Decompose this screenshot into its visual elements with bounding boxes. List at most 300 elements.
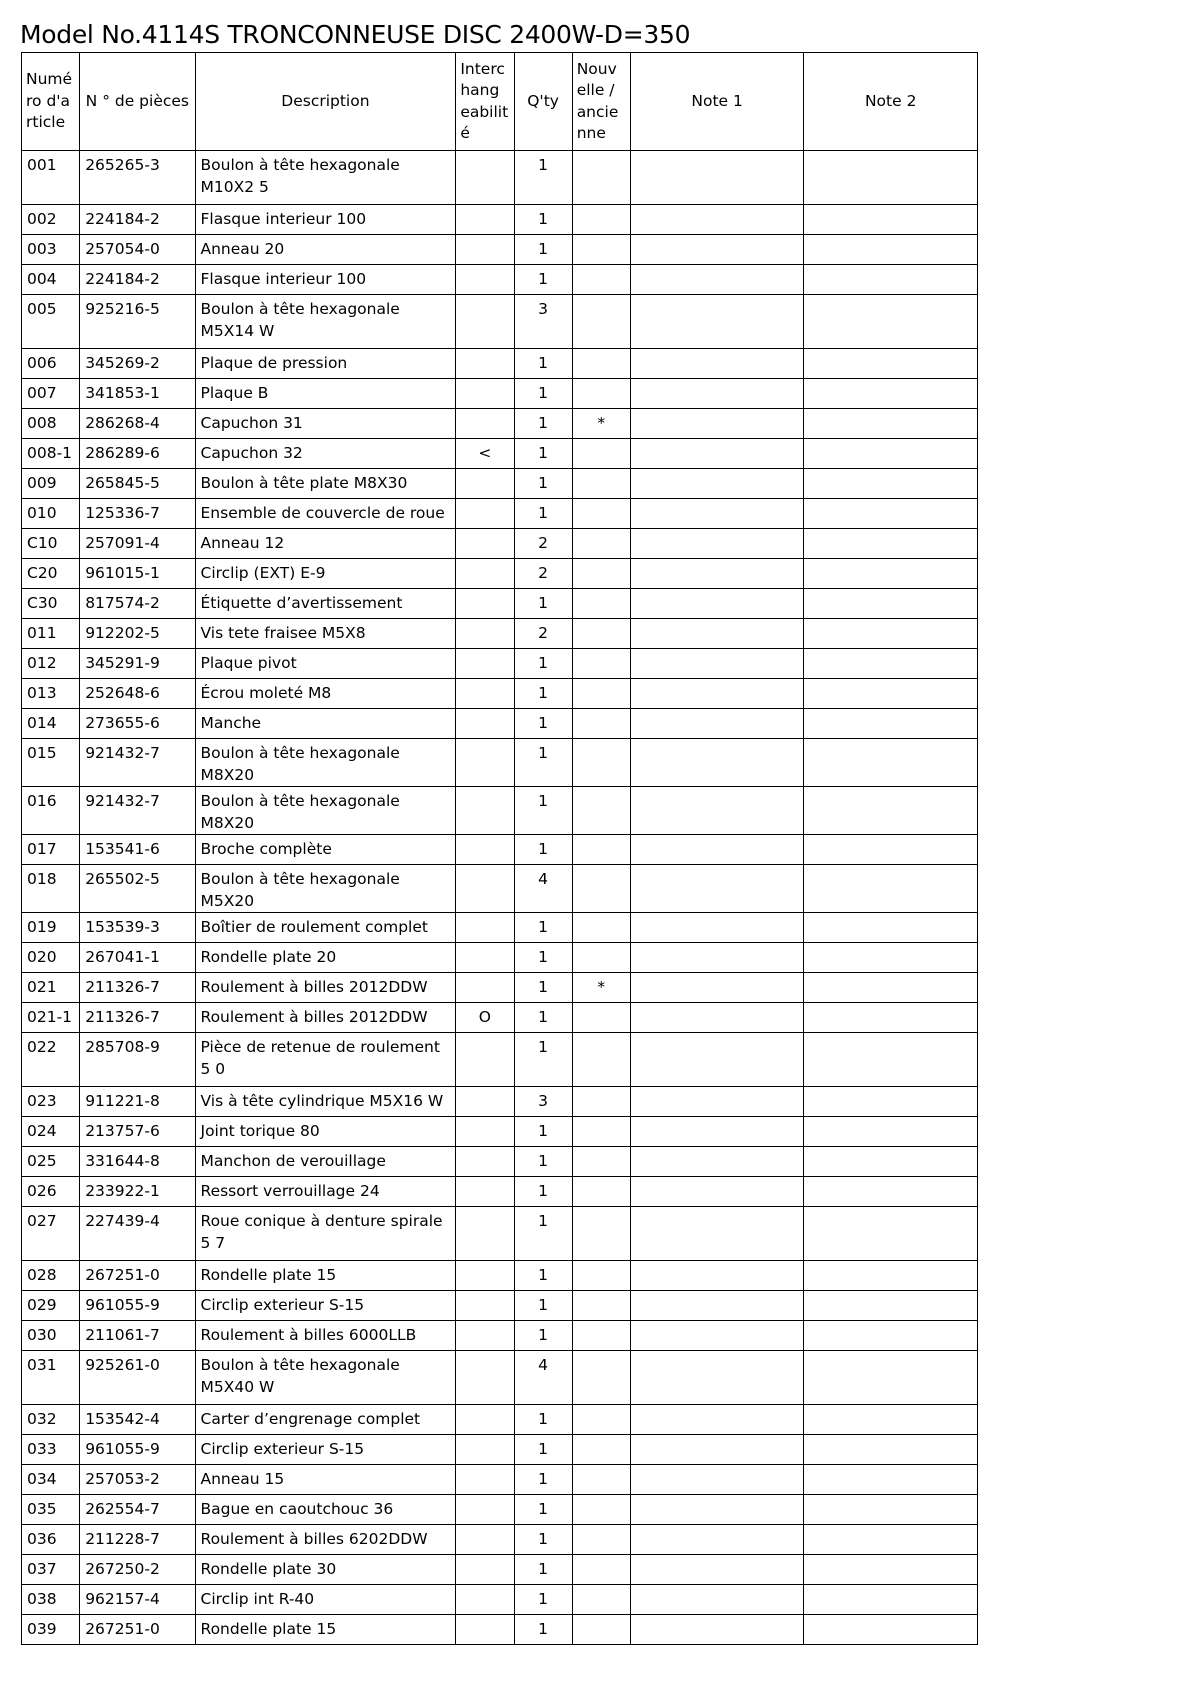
table-row (22, 1147, 978, 1177)
cell-note2 (804, 679, 978, 709)
cell-description: Roulement à billes 2012DDW (195, 973, 456, 1003)
table-row (22, 1555, 978, 1585)
cell-item-no: C20 (22, 559, 80, 589)
cell-qty: 2 (514, 559, 572, 589)
cell-interchangeability (456, 865, 514, 913)
cell-note2 (804, 205, 978, 235)
cell-description: Ensemble de couvercle de roue (195, 499, 456, 529)
cell-description: Manchon de verouillage (195, 1147, 456, 1177)
cell-item-no: 022 (22, 1033, 80, 1087)
cell-item-no: 003 (22, 235, 80, 265)
cell-new-old (572, 469, 630, 499)
cell-part-no: 227439-4 (80, 1207, 195, 1261)
table-row (22, 619, 978, 649)
cell-description: Étiquette d’avertissement (195, 589, 456, 619)
table-row (22, 589, 978, 619)
cell-interchangeability: < (456, 439, 514, 469)
cell-part-no: 211326-7 (80, 973, 195, 1003)
cell-description: Plaque de pression (195, 349, 456, 379)
cell-interchangeability (456, 943, 514, 973)
cell-new-old: * (572, 973, 630, 1003)
cell-qty: 1 (514, 973, 572, 1003)
cell-note1 (630, 265, 804, 295)
cell-qty: 1 (514, 349, 572, 379)
cell-new-old (572, 235, 630, 265)
cell-item-no: 027 (22, 1207, 80, 1261)
cell-note2 (804, 1525, 978, 1555)
cell-description: Boulon à tête hexagonale M8X20 (195, 739, 456, 787)
cell-new-old (572, 1147, 630, 1177)
cell-interchangeability (456, 151, 514, 205)
cell-note2 (804, 1351, 978, 1405)
table-row (22, 1261, 978, 1291)
cell-note1 (630, 559, 804, 589)
cell-part-no: 331644-8 (80, 1147, 195, 1177)
cell-note1 (630, 349, 804, 379)
cell-interchangeability: O (456, 1003, 514, 1033)
cell-new-old (572, 1087, 630, 1117)
cell-note1 (630, 709, 804, 739)
cell-qty: 3 (514, 295, 572, 349)
cell-note1 (630, 649, 804, 679)
cell-item-no: 033 (22, 1435, 80, 1465)
cell-description: Joint torique 80 (195, 1117, 456, 1147)
cell-interchangeability (456, 1525, 514, 1555)
cell-note1 (630, 739, 804, 787)
cell-interchangeability (456, 619, 514, 649)
cell-new-old (572, 787, 630, 835)
cell-description: Broche complète (195, 835, 456, 865)
table-row (22, 469, 978, 499)
cell-item-no: 034 (22, 1465, 80, 1495)
header-part-no: N ° de pièces (80, 53, 195, 151)
cell-note1 (630, 1207, 804, 1261)
cell-description: Roulement à billes 6202DDW (195, 1525, 456, 1555)
cell-note2 (804, 1087, 978, 1117)
cell-item-no: 020 (22, 943, 80, 973)
cell-qty: 1 (514, 679, 572, 709)
table-row (22, 1585, 978, 1615)
cell-item-no: 021 (22, 973, 80, 1003)
cell-new-old (572, 943, 630, 973)
table-row (22, 649, 978, 679)
cell-qty: 3 (514, 1087, 572, 1117)
cell-item-no: 005 (22, 295, 80, 349)
cell-part-no: 153542-4 (80, 1405, 195, 1435)
cell-item-no: 014 (22, 709, 80, 739)
cell-note1 (630, 529, 804, 559)
cell-description: Capuchon 31 (195, 409, 456, 439)
cell-note2 (804, 1147, 978, 1177)
cell-interchangeability (456, 235, 514, 265)
cell-item-no: 004 (22, 265, 80, 295)
cell-part-no: 224184-2 (80, 205, 195, 235)
cell-note2 (804, 1261, 978, 1291)
cell-description: Circlip int R-40 (195, 1585, 456, 1615)
cell-part-no: 252648-6 (80, 679, 195, 709)
table-row (22, 709, 978, 739)
cell-note1 (630, 1495, 804, 1525)
cell-new-old (572, 151, 630, 205)
cell-note2 (804, 1003, 978, 1033)
cell-part-no: 267250-2 (80, 1555, 195, 1585)
cell-note2 (804, 1465, 978, 1495)
cell-description: Flasque interieur 100 (195, 205, 456, 235)
cell-item-no: 011 (22, 619, 80, 649)
cell-qty: 1 (514, 1555, 572, 1585)
cell-note1 (630, 1087, 804, 1117)
cell-new-old (572, 1321, 630, 1351)
cell-part-no: 345269-2 (80, 349, 195, 379)
cell-part-no: 961015-1 (80, 559, 195, 589)
header-item-no: Numé ro d'a rticle (22, 53, 80, 151)
cell-note1 (630, 589, 804, 619)
cell-new-old (572, 559, 630, 589)
cell-note1 (630, 1555, 804, 1585)
cell-new-old (572, 439, 630, 469)
table-row (22, 973, 978, 1003)
cell-qty: 1 (514, 235, 572, 265)
cell-new-old (572, 1615, 630, 1645)
cell-description: Anneau 20 (195, 235, 456, 265)
cell-part-no: 267251-0 (80, 1615, 195, 1645)
table-row (22, 835, 978, 865)
header-new-old: Nouv elle / ancie nne (572, 53, 630, 151)
cell-interchangeability (456, 559, 514, 589)
cell-part-no: 224184-2 (80, 265, 195, 295)
cell-interchangeability (456, 1495, 514, 1525)
cell-note1 (630, 865, 804, 913)
cell-item-no: 030 (22, 1321, 80, 1351)
cell-part-no: 265502-5 (80, 865, 195, 913)
table-row (22, 913, 978, 943)
cell-item-no: 016 (22, 787, 80, 835)
table-row (22, 1351, 978, 1405)
cell-description: Vis tete fraisee M5X8 (195, 619, 456, 649)
cell-qty: 1 (514, 1291, 572, 1321)
cell-part-no: 925261-0 (80, 1351, 195, 1405)
cell-interchangeability (456, 1555, 514, 1585)
cell-new-old (572, 913, 630, 943)
cell-note2 (804, 1585, 978, 1615)
cell-qty: 2 (514, 619, 572, 649)
table-row (22, 679, 978, 709)
cell-interchangeability (456, 835, 514, 865)
cell-part-no: 213757-6 (80, 1117, 195, 1147)
cell-qty: 1 (514, 379, 572, 409)
cell-new-old (572, 709, 630, 739)
cell-part-no: 286268-4 (80, 409, 195, 439)
cell-item-no: 008-1 (22, 439, 80, 469)
cell-qty: 1 (514, 1495, 572, 1525)
cell-new-old (572, 1261, 630, 1291)
cell-note1 (630, 1177, 804, 1207)
cell-description: Boîtier de roulement complet (195, 913, 456, 943)
cell-item-no: 010 (22, 499, 80, 529)
table-row (22, 943, 978, 973)
cell-new-old (572, 1525, 630, 1555)
cell-qty: 1 (514, 835, 572, 865)
cell-part-no: 233922-1 (80, 1177, 195, 1207)
cell-interchangeability (456, 1291, 514, 1321)
cell-part-no: 286289-6 (80, 439, 195, 469)
cell-description: Vis à tête cylindrique M5X16 W (195, 1087, 456, 1117)
table-row (22, 1117, 978, 1147)
cell-qty: 1 (514, 739, 572, 787)
cell-item-no: 021-1 (22, 1003, 80, 1033)
table-header-row (22, 53, 978, 151)
cell-interchangeability (456, 1585, 514, 1615)
cell-item-no: 006 (22, 349, 80, 379)
cell-qty: 1 (514, 1033, 572, 1087)
cell-new-old (572, 1003, 630, 1033)
cell-interchangeability (456, 265, 514, 295)
cell-new-old (572, 1117, 630, 1147)
cell-qty: 1 (514, 1117, 572, 1147)
cell-note1 (630, 835, 804, 865)
cell-note2 (804, 151, 978, 205)
cell-qty: 1 (514, 589, 572, 619)
cell-note2 (804, 589, 978, 619)
cell-part-no: 341853-1 (80, 379, 195, 409)
cell-description: Roue conique à denture spirale 5 7 (195, 1207, 456, 1261)
cell-note2 (804, 409, 978, 439)
table-row (22, 151, 978, 205)
cell-item-no: 002 (22, 205, 80, 235)
cell-interchangeability (456, 913, 514, 943)
cell-note1 (630, 1525, 804, 1555)
cell-note2 (804, 439, 978, 469)
cell-note1 (630, 787, 804, 835)
cell-new-old (572, 499, 630, 529)
cell-note2 (804, 1291, 978, 1321)
cell-note2 (804, 1207, 978, 1261)
cell-note1 (630, 1147, 804, 1177)
cell-interchangeability (456, 1321, 514, 1351)
cell-interchangeability (456, 379, 514, 409)
cell-item-no: 026 (22, 1177, 80, 1207)
cell-description: Circlip exterieur S-15 (195, 1435, 456, 1465)
cell-part-no: 267041-1 (80, 943, 195, 973)
cell-item-no: 008 (22, 409, 80, 439)
cell-note2 (804, 943, 978, 973)
cell-interchangeability (456, 649, 514, 679)
cell-item-no: 019 (22, 913, 80, 943)
table-row (22, 1525, 978, 1555)
cell-note1 (630, 943, 804, 973)
cell-note2 (804, 649, 978, 679)
cell-description: Rondelle plate 30 (195, 1555, 456, 1585)
cell-interchangeability (456, 1033, 514, 1087)
table-row (22, 499, 978, 529)
cell-interchangeability (456, 349, 514, 379)
cell-interchangeability (456, 589, 514, 619)
cell-new-old (572, 1465, 630, 1495)
cell-note1 (630, 151, 804, 205)
table-row (22, 349, 978, 379)
cell-interchangeability (456, 1177, 514, 1207)
cell-item-no: 023 (22, 1087, 80, 1117)
cell-note2 (804, 1117, 978, 1147)
table-row (22, 235, 978, 265)
cell-qty: 1 (514, 151, 572, 205)
cell-item-no: 025 (22, 1147, 80, 1177)
cell-note2 (804, 1321, 978, 1351)
cell-item-no: 036 (22, 1525, 80, 1555)
cell-note1 (630, 1321, 804, 1351)
cell-part-no: 262554-7 (80, 1495, 195, 1525)
cell-part-no: 273655-6 (80, 709, 195, 739)
cell-qty: 1 (514, 499, 572, 529)
header-note1: Note 1 (630, 53, 804, 151)
cell-interchangeability (456, 739, 514, 787)
cell-interchangeability (456, 1405, 514, 1435)
document-title: Model No.4114S TRONCONNEUSE DISC 2400W-D=350 (20, 20, 691, 49)
cell-item-no: 039 (22, 1615, 80, 1645)
cell-note2 (804, 787, 978, 835)
cell-part-no: 153541-6 (80, 835, 195, 865)
cell-item-no: 015 (22, 739, 80, 787)
header-note2: Note 2 (804, 53, 978, 151)
cell-description: Bague en caoutchouc 36 (195, 1495, 456, 1525)
cell-item-no: 024 (22, 1117, 80, 1147)
cell-note1 (630, 235, 804, 265)
cell-part-no: 925216-5 (80, 295, 195, 349)
cell-new-old (572, 1555, 630, 1585)
cell-description: Boulon à tête hexagonale M5X20 (195, 865, 456, 913)
cell-qty: 1 (514, 943, 572, 973)
cell-qty: 1 (514, 1147, 572, 1177)
cell-qty: 1 (514, 1585, 572, 1615)
cell-description: Circlip exterieur S-15 (195, 1291, 456, 1321)
cell-new-old (572, 1291, 630, 1321)
table-row (22, 379, 978, 409)
cell-new-old: * (572, 409, 630, 439)
cell-qty: 1 (514, 1465, 572, 1495)
cell-interchangeability (456, 469, 514, 499)
cell-description: Circlip (EXT) E-9 (195, 559, 456, 589)
cell-new-old (572, 265, 630, 295)
cell-note2 (804, 865, 978, 913)
cell-note2 (804, 835, 978, 865)
header-description: Description (195, 53, 456, 151)
cell-note2 (804, 295, 978, 349)
cell-interchangeability (456, 1435, 514, 1465)
cell-description: Plaque B (195, 379, 456, 409)
cell-part-no: 265265-3 (80, 151, 195, 205)
cell-note2 (804, 1495, 978, 1525)
cell-qty: 1 (514, 469, 572, 499)
table-row (22, 559, 978, 589)
cell-part-no: 257053-2 (80, 1465, 195, 1495)
cell-description: Roulement à billes 2012DDW (195, 1003, 456, 1033)
cell-interchangeability (456, 499, 514, 529)
cell-note1 (630, 439, 804, 469)
cell-part-no: 125336-7 (80, 499, 195, 529)
cell-interchangeability (456, 1465, 514, 1495)
cell-item-no: 029 (22, 1291, 80, 1321)
cell-qty: 4 (514, 865, 572, 913)
cell-description: Roulement à billes 6000LLB (195, 1321, 456, 1351)
cell-description: Carter d’engrenage complet (195, 1405, 456, 1435)
cell-qty: 1 (514, 1207, 572, 1261)
table-row (22, 1207, 978, 1261)
cell-new-old (572, 349, 630, 379)
cell-new-old (572, 619, 630, 649)
cell-qty: 1 (514, 1003, 572, 1033)
cell-note2 (804, 1033, 978, 1087)
cell-description: Ressort verrouillage 24 (195, 1177, 456, 1207)
cell-new-old (572, 865, 630, 913)
table-row (22, 1033, 978, 1087)
cell-qty: 1 (514, 1261, 572, 1291)
parts-table (21, 52, 978, 1645)
cell-description: Rondelle plate 15 (195, 1615, 456, 1645)
cell-interchangeability (456, 709, 514, 739)
cell-note1 (630, 1261, 804, 1291)
cell-interchangeability (456, 1615, 514, 1645)
cell-description: Rondelle plate 20 (195, 943, 456, 973)
cell-note2 (804, 1405, 978, 1435)
cell-item-no: 018 (22, 865, 80, 913)
cell-description: Anneau 15 (195, 1465, 456, 1495)
cell-description: Flasque interieur 100 (195, 265, 456, 295)
cell-qty: 1 (514, 1405, 572, 1435)
cell-description: Boulon à tête hexagonale M8X20 (195, 787, 456, 835)
cell-qty: 1 (514, 1435, 572, 1465)
cell-description: Boulon à tête plate M8X30 (195, 469, 456, 499)
cell-note1 (630, 205, 804, 235)
cell-interchangeability (456, 1207, 514, 1261)
cell-item-no: C30 (22, 589, 80, 619)
cell-qty: 1 (514, 709, 572, 739)
cell-new-old (572, 1435, 630, 1465)
cell-new-old (572, 1405, 630, 1435)
cell-item-no: 017 (22, 835, 80, 865)
cell-note2 (804, 1615, 978, 1645)
cell-note2 (804, 913, 978, 943)
cell-qty: 4 (514, 1351, 572, 1405)
cell-interchangeability (456, 1261, 514, 1291)
cell-interchangeability (456, 1087, 514, 1117)
cell-new-old (572, 1585, 630, 1615)
cell-new-old (572, 1177, 630, 1207)
cell-interchangeability (456, 409, 514, 439)
cell-qty: 2 (514, 529, 572, 559)
cell-description: Boulon à tête hexagonale M5X14 W (195, 295, 456, 349)
cell-part-no: 211228-7 (80, 1525, 195, 1555)
cell-note1 (630, 973, 804, 1003)
cell-qty: 1 (514, 439, 572, 469)
cell-new-old (572, 295, 630, 349)
cell-qty: 1 (514, 1321, 572, 1351)
cell-new-old (572, 205, 630, 235)
cell-qty: 1 (514, 1177, 572, 1207)
cell-interchangeability (456, 529, 514, 559)
cell-note1 (630, 499, 804, 529)
cell-interchangeability (456, 1117, 514, 1147)
cell-part-no: 962157-4 (80, 1585, 195, 1615)
cell-item-no: 032 (22, 1405, 80, 1435)
cell-new-old (572, 1351, 630, 1405)
cell-note1 (630, 1615, 804, 1645)
cell-item-no: 013 (22, 679, 80, 709)
table-row (22, 439, 978, 469)
cell-new-old (572, 589, 630, 619)
cell-interchangeability (456, 679, 514, 709)
cell-qty: 1 (514, 1525, 572, 1555)
cell-note1 (630, 1003, 804, 1033)
